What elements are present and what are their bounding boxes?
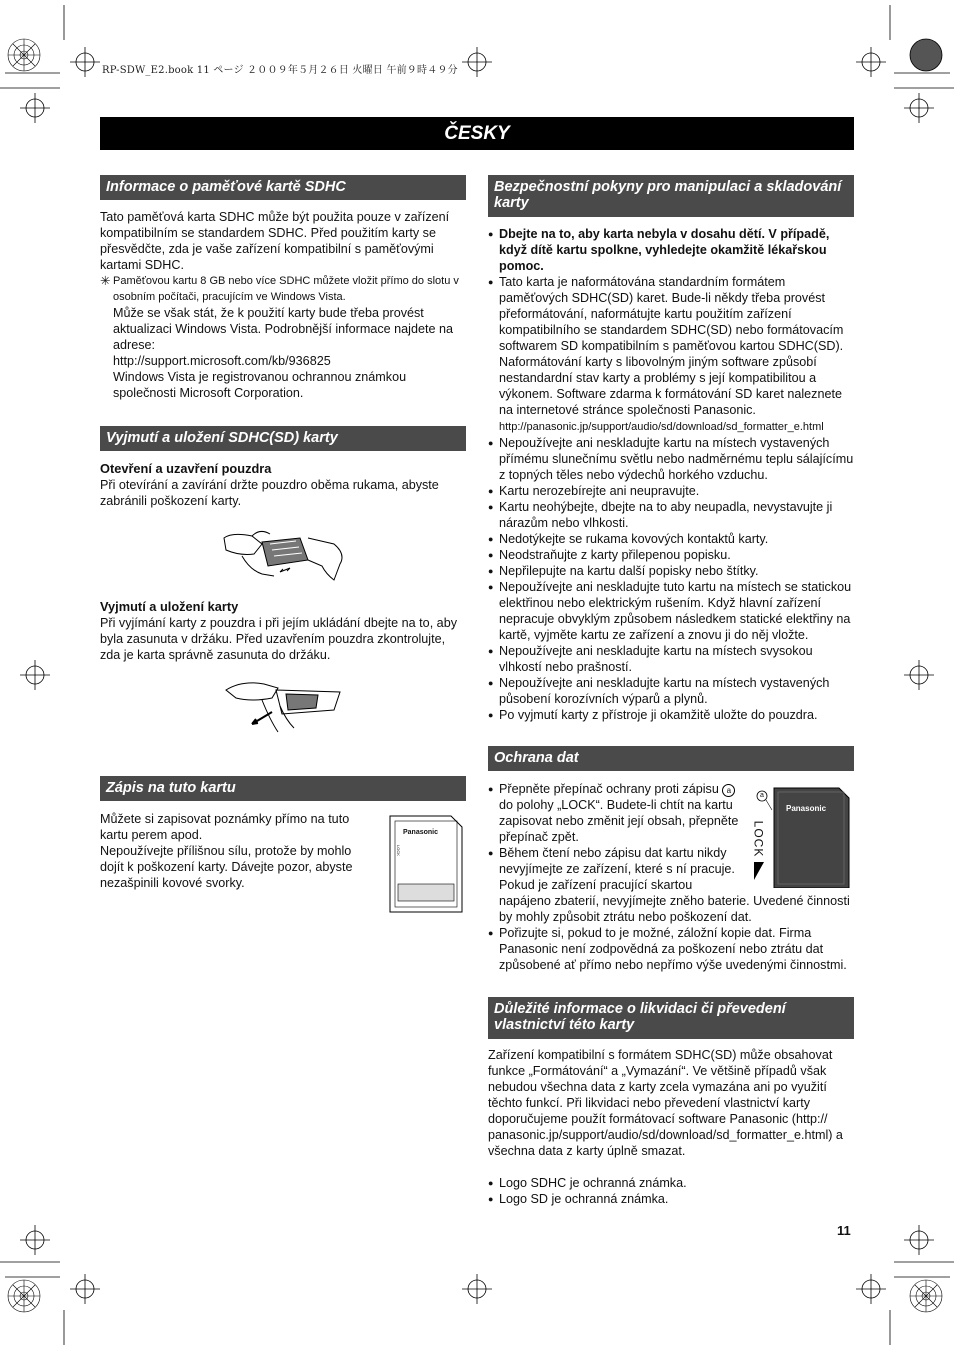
section-title-dispose: Důležité informace o likvidaci či převedení vlastnictví této karty <box>488 997 854 1039</box>
lock-label: LOCK <box>751 820 766 858</box>
section-title-remove: Vyjmutí a uložení SDHC(SD) karty <box>100 426 466 451</box>
section-title-protect: Ochrana dat <box>488 746 854 771</box>
info-note-url: http://support.microsoft.com/kb/936825 <box>113 354 331 368</box>
safety-item: ● Nepoužívejte ani neskladujte kartu na místech vystavených působení korozívních výparů a plynů. <box>488 675 854 707</box>
trademark-item: ● Logo SD je ochranná známka. <box>488 1191 854 1207</box>
print-info-line: RP-SDW_E2.book 11 ページ ２００９年５月２６日 火曜日 午前９時４９分 <box>102 65 458 76</box>
safety-item: ● Kartu nerozebírejte ani neupravujte. <box>488 483 854 499</box>
card-brand-label: Panasonic <box>403 829 439 836</box>
circle-a-marker: a <box>722 784 735 797</box>
section-safety-body <box>488 226 854 723</box>
illustration-remove-card <box>222 676 344 734</box>
subheading-remove-store: Vyjmutí a uložení karty <box>100 599 239 614</box>
section-title-safety: Bezpečnostní pokyny pro manipulaci a skladování karty <box>488 175 854 217</box>
subheading-open-close: Otevření a uzavření pouzdra <box>100 461 272 476</box>
info-note-body: Může se však stát, že k použití karty bude třeba provést aktualizaci Windows Vista. Podrobnější informace najdete na adrese: <box>113 306 453 352</box>
illustration-open-case <box>222 524 346 584</box>
section-title-info: Informace o paměťové kartě SDHC <box>100 175 466 200</box>
safety-item: ● Dbejte na to, aby karta nebyla v dosahu dětí. V případě, když dítě kartu spolkne, vyhledejte okamžitě lékařskou pomoc. <box>488 226 854 274</box>
sd-card-dark-illustration <box>752 784 852 888</box>
lock-marker-a: a <box>760 792 764 799</box>
card-brand-label: Panasonic <box>786 804 827 813</box>
protect-item <box>488 781 744 845</box>
safety-item <box>488 274 854 435</box>
info-note-trademark: Windows Vista je registrovanou ochrannou známkou společnosti Microsoft Corporation. <box>113 370 407 400</box>
language-banner: ČESKY <box>100 117 854 150</box>
remove-paragraph-1: Při otevírání a zavírání držte pouzdro oběma rukama, abyste zabránili poškození karty. <box>100 478 439 508</box>
section-title-write: Zápis na tuto kartu <box>100 776 466 801</box>
asterisk-mark: ✳ <box>100 274 111 288</box>
safety-item: ● Nepřilepujte na kartu další popisky nebo štítky. <box>488 563 854 579</box>
section-remove-body-1 <box>100 461 466 509</box>
protect-item-text: do polohy „LOCK“. Budete-li chtít na kartu zapisovat nebo změnit její obsah, přepněte přepínač zpět. <box>499 798 739 844</box>
protect-item-text: Přepněte přepínač ochrany proti zápisu <box>499 782 719 796</box>
section-dispose-body <box>488 1047 854 1207</box>
safety-item: ● Nepoužívejte ani neskladujte tuto kartu na místech se statickou elektřinou nebo elektrickým rušením. Když hlavní zařízení nepracuje obvyklým způsobem následkem statické elektřiny na kartě, vyjměte kartu ze zařízení a znovu ji do něj vložte. <box>488 579 854 643</box>
dispose-paragraph: Zařízení kompatibilní s formátem SDHC(SD) může obsahovat funkce „Formátování“ a „Vymazání“. Ve většině případů však nebudou všechna data z karty zcela vymazána ani po využití těchto funkcí. Při likvidaci nebo převedení vlastnictví karty doporučujeme použít formátovací software Panasonic (http:// panasonic.jp/support/audio/sd/download/sd_formatter_e.html) a všechna data z karty úplně smazat. <box>488 1048 843 1158</box>
section-write-body <box>100 811 356 891</box>
safety-item: ● Nepoužívejte ani neskladujte kartu na místech vystavených přímému slunečnímu světlu nebo nadměrnému teplu sálajícímu z topných těles nebo výdechů horkého vzduchu. <box>488 435 854 483</box>
protect-item: ● Pořizujte si, pokud to je možné, záložní kopie dat. Firma Panasonic není zodpovědná za poškození nebo ztrátu dat způsobené ať přímo nebo nepřímo výše uvedenými činnostmi. <box>488 925 854 973</box>
info-note-small: Paměťovou kartu 8 GB nebo více SDHC můžete vložit přímo do slotu v osobním počítači, pracujícím ve Windows Vista. <box>113 275 459 303</box>
safety-item: ● Neodstraňujte z karty přilepenou popisku. <box>488 547 854 563</box>
write-paragraph-2: Nepoužívejte přílišnou sílu, protože by mohlo dojít k poškození karty. Dávejte pozor, abyste nezašpinili kovové svorky. <box>100 844 353 890</box>
write-paragraph-1: Můžete si zapisovat poznámky přímo na tuto kartu perem apod. <box>100 812 350 842</box>
trademark-item: ● Logo SDHC je ochranná známka. <box>488 1175 854 1191</box>
remove-paragraph-2: Při vyjímání karty z pouzdra i při jejím ukládání dbejte na to, aby byla zasunuta v držáku. Před uzavřením pouzdra zkontrolujte, zda je karta správně zasunuta do držáku. <box>100 616 457 662</box>
protect-item-text: napájeno zbaterií, nevyjímejte zněho baterie. Uvedené činnosti by mohly způsobit ztrátu nebo poškození dat. <box>499 894 850 924</box>
formatter-url: http://panasonic.jp/support/audio/sd/download/sd_formatter_e.html <box>499 421 824 433</box>
section-info-body <box>100 209 466 401</box>
section-remove-body-2 <box>100 599 466 663</box>
safety-item: ● Po vyjmutí karty z přístroje ji okamžitě uložte do pouzdra. <box>488 707 854 723</box>
page-number: 11 <box>837 1223 851 1238</box>
safety-item: ● Nedotýkejte se rukama kovových kontaktů karty. <box>488 531 854 547</box>
card-lock-text: LOCK <box>395 845 401 856</box>
sd-card-white-illustration <box>389 815 463 913</box>
protect-item-text: ● Během čtení nebo zápisu dat kartu nikdy nevyjímejte ze zařízení, které s ní pracuje. Pokud je zařízení pracující skartou <box>499 846 735 892</box>
safety-item: ● Kartu neohýbejte, dbejte na to aby neupadla, nevystavujte ji nárazům nebo vlhkosti. <box>488 499 854 531</box>
info-paragraph: Tato paměťová karta SDHC může být použita pouze v zařízení kompatibilním se standardem SDHC. Před použitím karty se přesvědčte, zda je vaše zařízení kompatibilní s paměťovými kartami SDHC. <box>100 210 450 272</box>
safety-item-text: Tato karta je naformátována standardním formátem paměťových SDHC(SD) karet. Bude-li někdy třeba provést přeformátování, naformátujte kartu použitím zařízení kompatibilního se standardem SDHC(SD) nebo formátovacím softwarem SD kompatibilním s paměťovou kartou SDHC(SD). Naformátování karty s libovolným jiným software způsobí nestandardní stav karty a problémy s její kompatibilitou a výkonem. Software zdarma k formátování SD karet naleznete na internetové stránce společnosti Panasonic. <box>499 275 844 417</box>
safety-item: ● Nepoužívejte ani neskladujte kartu na místech svysokou vlhkostí nebo prašností. <box>488 643 854 675</box>
